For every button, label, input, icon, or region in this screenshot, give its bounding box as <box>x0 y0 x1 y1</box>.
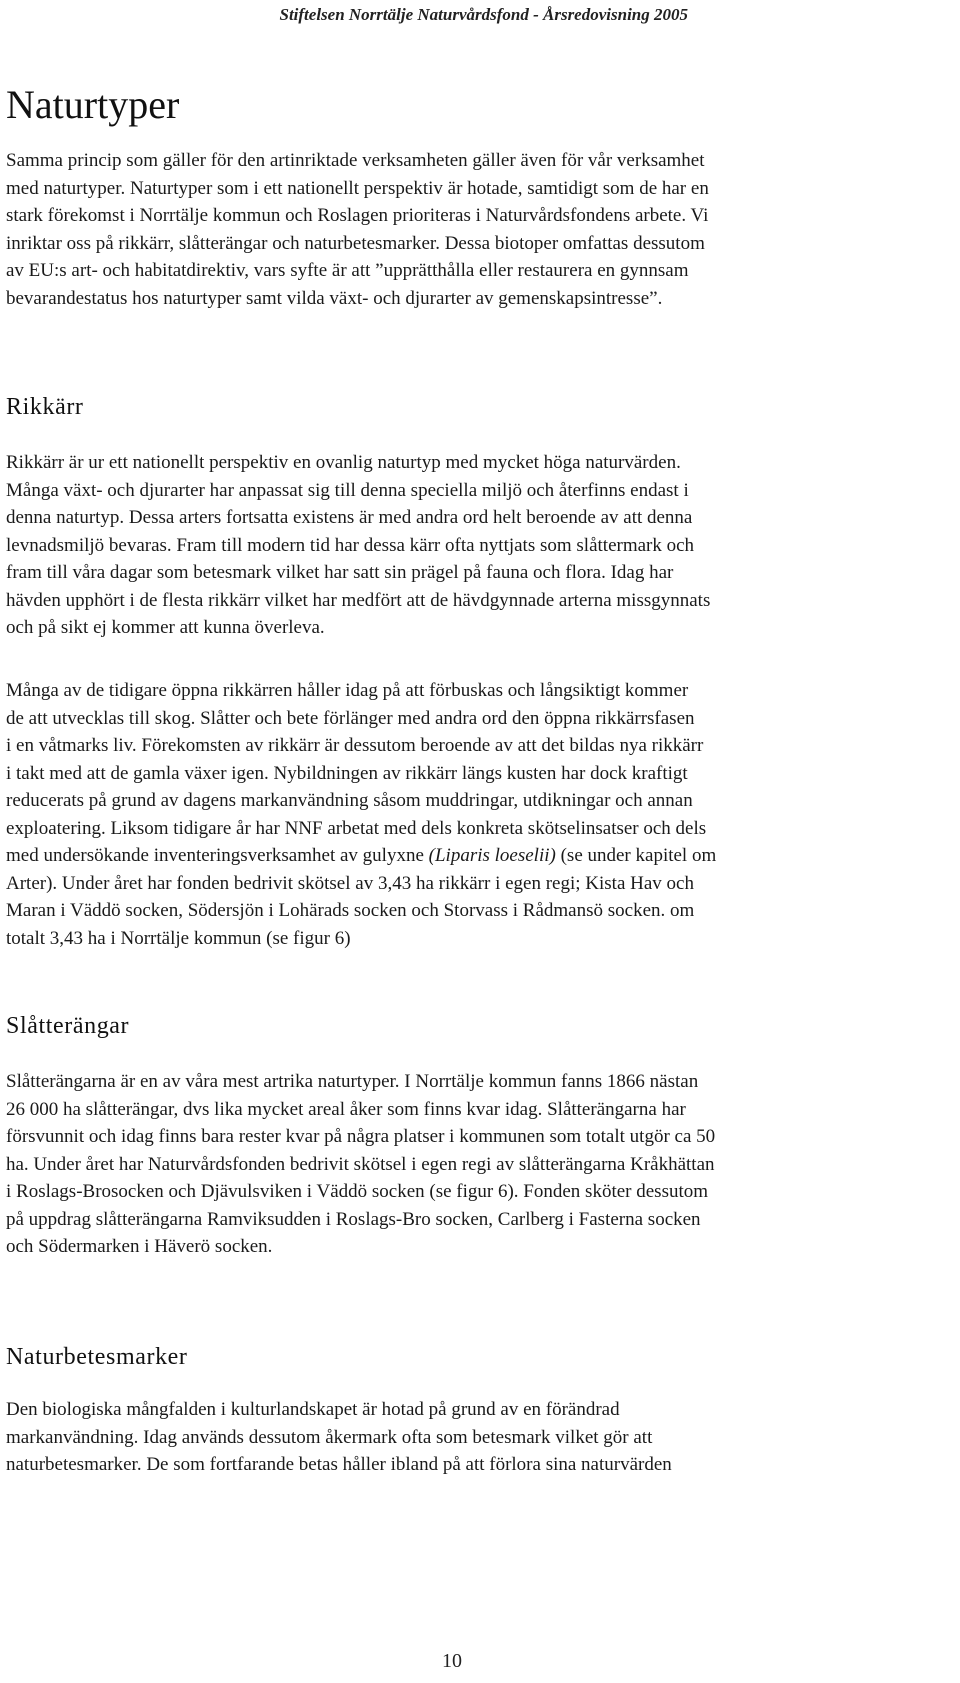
text-line: Många växt- och djurarter har anpassat sig till denna speciella miljö och återfinns endast i <box>6 479 689 501</box>
heading-naturtyper: Naturtyper <box>6 82 180 127</box>
text-line: fram till våra dagar som betesmark vilket har satt sin prägel på fauna och flora. Idag har <box>6 562 674 583</box>
species-name-italic: (Liparis loeselii) <box>428 845 556 866</box>
text-line: exploatering. Liksom tidigare år har NNF arbetat med dels konkreta skötselinsatser och dels <box>6 817 707 839</box>
text-line: Samma princip som gäller för den artinriktade verksamheten gäller även för vår verksamhet <box>6 150 705 171</box>
text-line: levnadsmiljö bevaras. Fram till modern tid har dessa kärr ofta nyttjats som slåttermark och <box>6 534 695 556</box>
text-line: Slåtterängarna är en av våra mest artrika naturtyper. I Norrtälje kommun fanns 1866 nästan <box>6 1071 699 1092</box>
text-line: totalt 3,43 ha i Norrtälje kommun (se figur 6) <box>6 927 351 949</box>
text-line: i Roslags-Brosocken och Djävulsviken i Väddö socken (se figur 6). Fonden sköter dessutom <box>6 1181 709 1202</box>
text-line: bevarandestatus hos naturtyper samt vilda växt- och djurarter av gemenskapsintresse”. <box>6 287 663 309</box>
page-number: 10 <box>442 1650 462 1672</box>
text-line: stark förekomst i Norrtälje kommun och Roslagen prioriteras i Naturvårdsfondens arbete. Vi <box>6 205 709 226</box>
paragraph-rikkarr-1 <box>6 449 950 642</box>
text-line: Maran i Väddö socken, Södersjön i Lohärads socken och Storvass i Rådmansö socken. om <box>6 900 695 921</box>
text-line: markanvändning. Idag används dessutom åkermark ofta som betesmark vilket gör att <box>6 1426 653 1448</box>
text-line: och på sikt ej kommer att kunna överleva. <box>6 617 325 638</box>
text-line: av EU:s art- och habitatdirektiv, vars syfte är att ”upprätthålla eller restaurera en gynnsam <box>6 260 689 281</box>
text-line: hävden upphört i de flesta rikkärr vilket har medfört att de hävdgynnade arterna missgynnats <box>6 589 711 611</box>
text-line: de att utvecklas till skog. Slåtter och bete förlänger med andra ord den öppna rikkärrsfasen <box>6 707 695 729</box>
text-line: i takt med att de gamla växer igen. Nybildningen av rikkärr längs kusten har dock kraftigt <box>6 762 688 784</box>
text-line <box>6 842 950 870</box>
text-line: försvunnit och idag finns bara rester kvar på några platser i kommunen som totalt utgör ca 50 <box>6 1126 716 1147</box>
paragraph-rikkarr-2 <box>6 677 950 952</box>
heading-naturbetesmarker: Naturbetesmarker <box>6 1344 188 1370</box>
text-line: Arter). Under året har fonden bedrivit skötsel av 3,43 ha rikkärr i egen regi; Kista Hav och <box>6 872 694 894</box>
paragraph-naturtyper <box>6 147 950 312</box>
text-line: och Södermarken i Häverö socken. <box>6 1236 273 1257</box>
text-line: på uppdrag slåtterängarna Ramviksudden i Roslags-Bro socken, Carlberg i Fasterna socken <box>6 1208 701 1230</box>
heading-rikkarr: Rikkärr <box>6 394 84 420</box>
text-line: inriktar oss på rikkärr, slåtterängar och naturbetesmarker. Dessa biotoper omfattas dessutom <box>6 232 705 254</box>
text-line: naturbetesmarker. De som fortfarande betas håller ibland på att förlora sina naturvärden <box>6 1454 672 1475</box>
text-line: Den biologiska mångfalden i kulturlandskapet är hotad på grund av en förändrad <box>6 1399 620 1420</box>
text-line: i en våtmarks liv. Förekomsten av rikkärr är dessutom beroende av att det bildas nya rikkärr <box>6 735 704 756</box>
text-run: med undersökande inventeringsverksamhet av gulyxne <box>6 845 429 866</box>
text-line: Rikkärr är ur ett nationellt perspektiv en ovanlig naturtyp med mycket höga naturvärden. <box>6 452 681 473</box>
text-line: denna naturtyp. Dessa arters fortsatta existens är med andra ord helt beroende av att denna <box>6 507 693 528</box>
paragraph-slatterangar <box>6 1068 950 1261</box>
text-line: ha. Under året har Naturvårdsfonden bedrivit skötsel i egen regi av slåtterängarna Kråkhättan <box>6 1153 715 1175</box>
paragraph-naturbetesmarker <box>6 1396 950 1479</box>
text-line: med naturtyper. Naturtyper som i ett nationellt perspektiv är hotade, samtidigt som de har en <box>6 177 709 199</box>
text-line: reducerats på grund av dagens markanvändning såsom muddringar, utdikningar och annan <box>6 790 693 811</box>
text-line: Många av de tidigare öppna rikkärren håller idag på att förbuskas och långsiktigt kommer <box>6 680 689 701</box>
text-run: (se under kapitel om <box>555 845 717 866</box>
running-header: Stiftelsen Norrtälje Naturvårdsfond - Årsredovisning 2005 <box>279 5 688 24</box>
text-line: 26 000 ha slåtterängar, dvs lika mycket areal åker som finns kvar idag. Slåtterängarna har <box>6 1098 686 1120</box>
heading-slatterangar: Slåtterängar <box>6 1013 130 1039</box>
